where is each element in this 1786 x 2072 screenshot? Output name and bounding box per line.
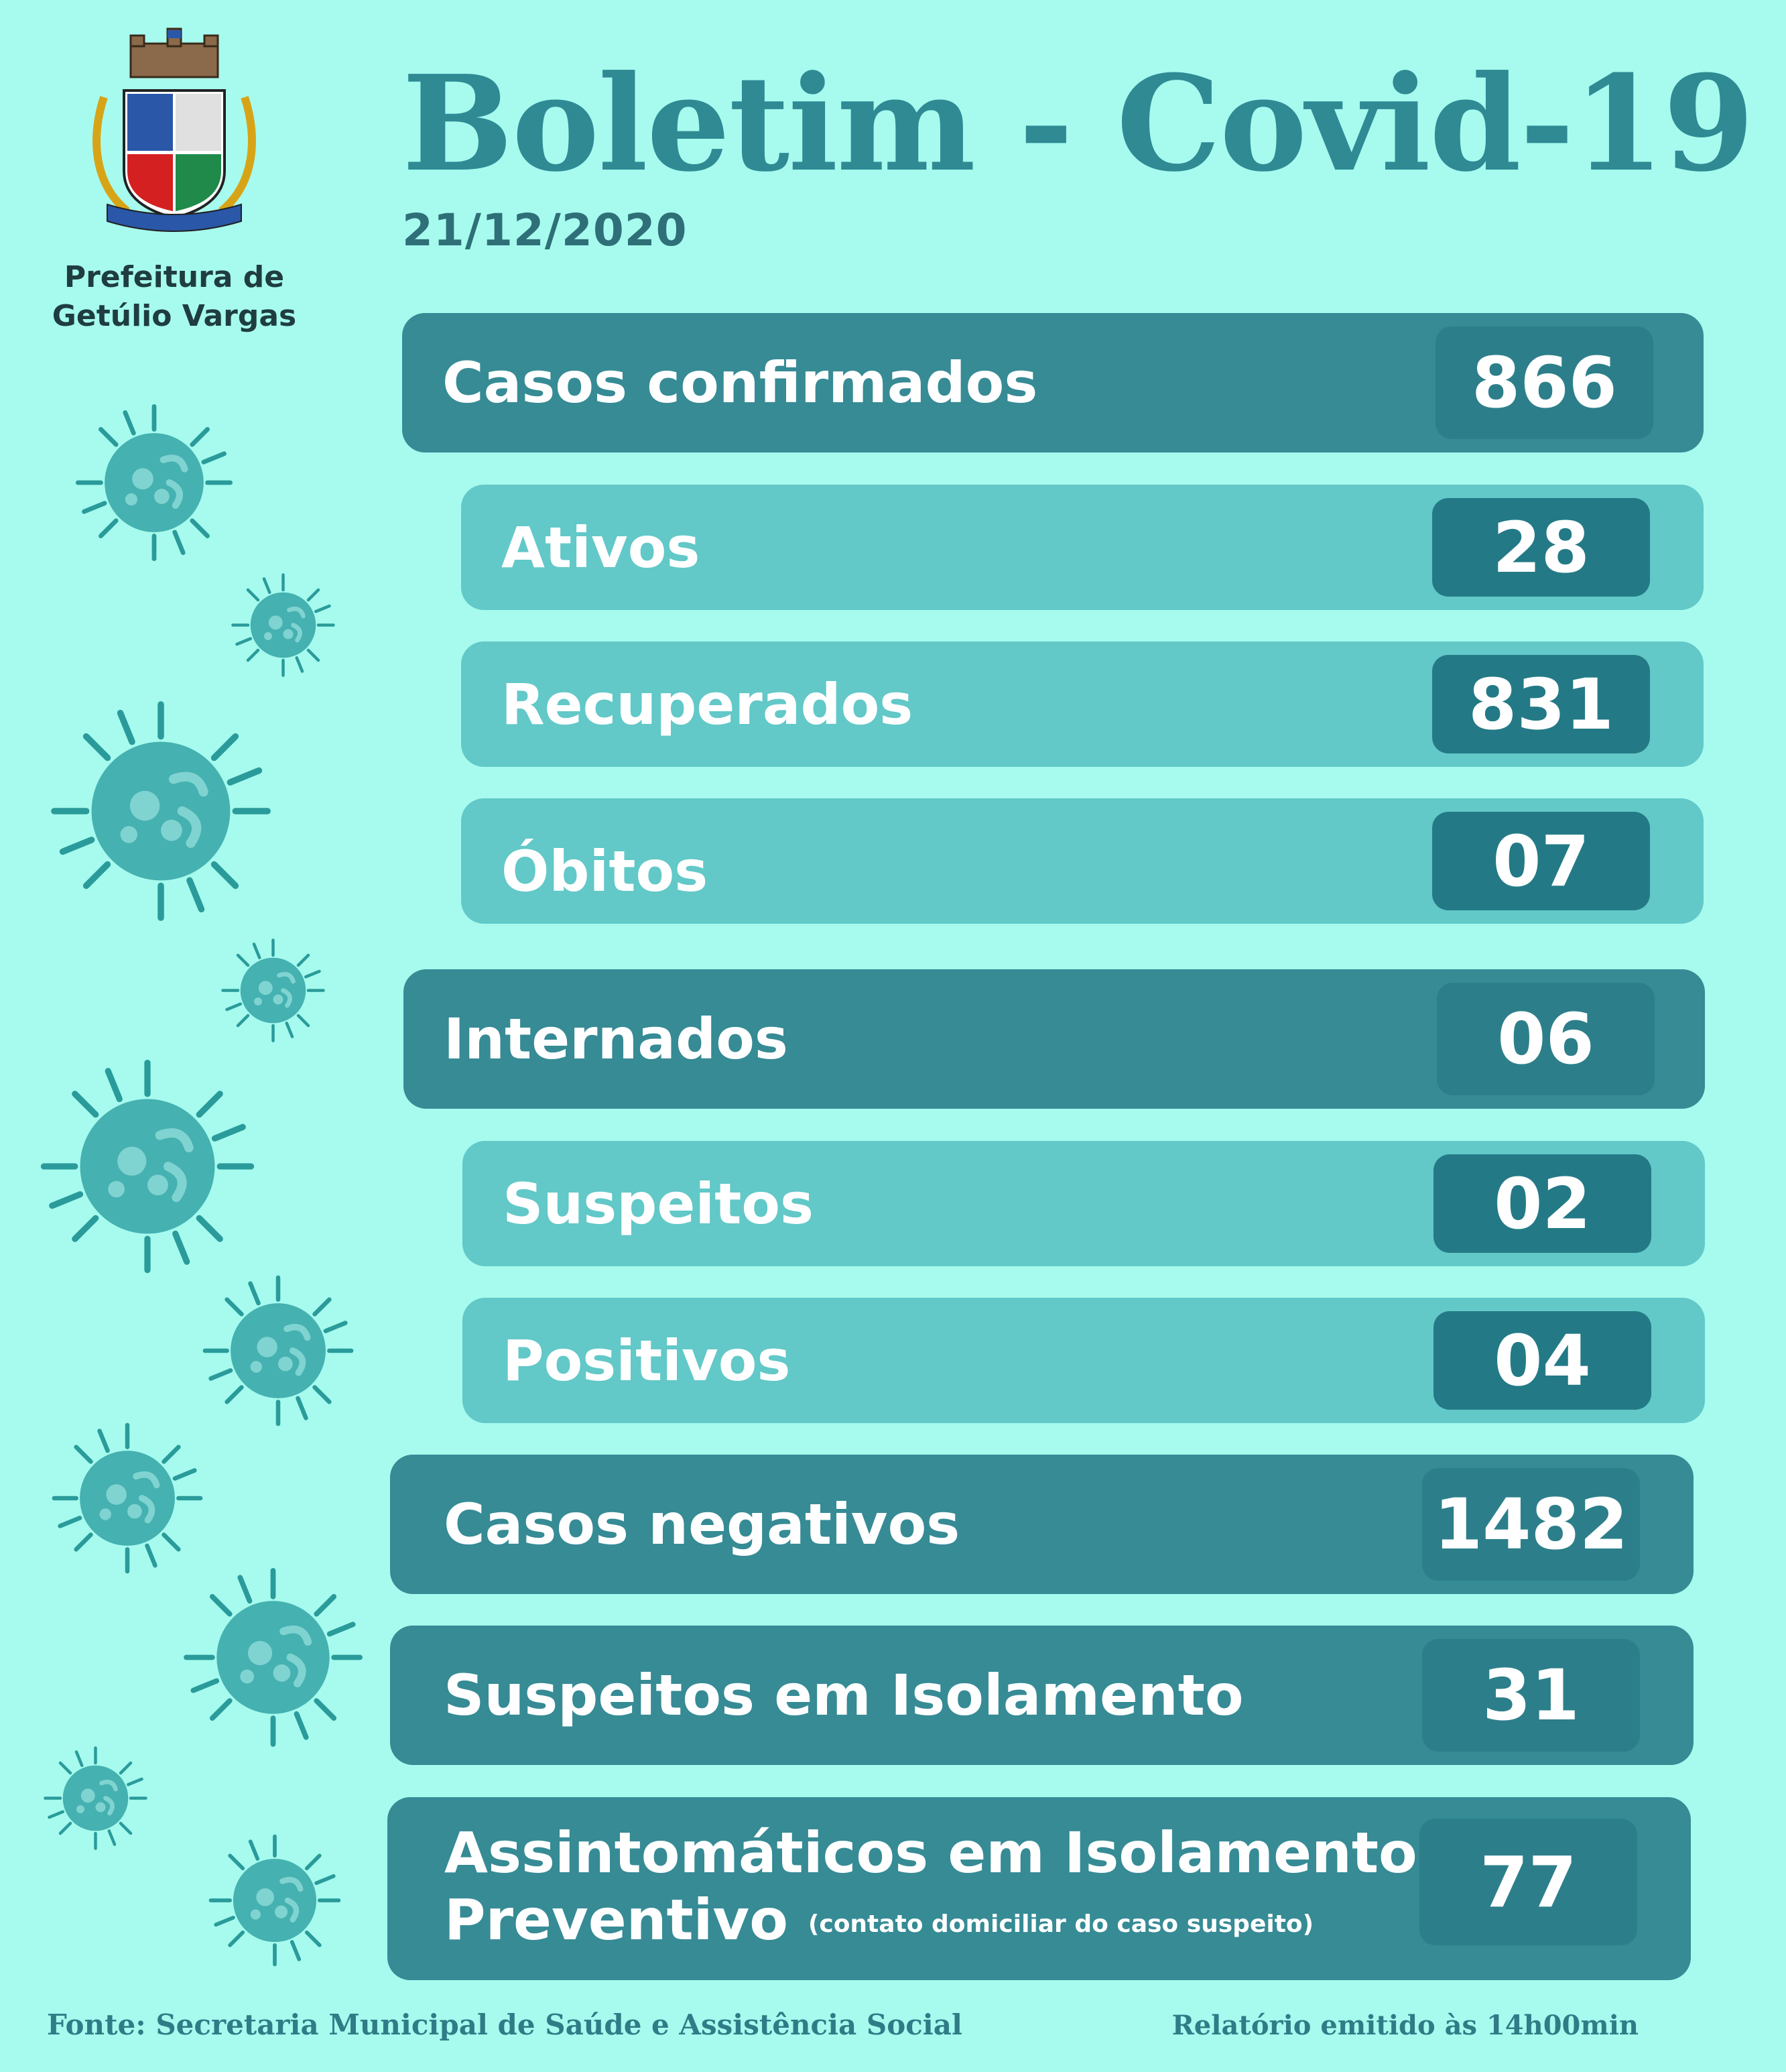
virus-icon bbox=[218, 935, 328, 1046]
value-casos-confirmados: 866 bbox=[1436, 326, 1653, 439]
row-positivos bbox=[462, 1298, 1705, 1423]
label-assintomaticos-line1: Assintomáticos em Isolamento bbox=[444, 1820, 1417, 1886]
org-name-line1: Prefeitura de bbox=[64, 260, 285, 294]
label-assintomaticos-line2 bbox=[444, 1886, 1314, 1957]
row-obitos bbox=[461, 798, 1704, 924]
label-assintomaticos bbox=[444, 1797, 1417, 1980]
page-title: Boletim - Covid-19 bbox=[402, 47, 1753, 201]
row-casos-negativos bbox=[390, 1455, 1694, 1594]
virus-icon bbox=[44, 694, 278, 928]
row-suspeitos bbox=[462, 1141, 1705, 1266]
row-casos-confirmados bbox=[402, 313, 1704, 452]
virus-icon bbox=[40, 1743, 151, 1853]
organization-name bbox=[27, 258, 322, 336]
label-obitos: Óbitos bbox=[501, 838, 708, 904]
footer-issued: Relatório emitido às 14h00min bbox=[1171, 2010, 1639, 2041]
virus-icon bbox=[70, 399, 238, 566]
virus-icon bbox=[228, 570, 338, 680]
value-internados: 06 bbox=[1437, 983, 1655, 1095]
footer-source: Fonte: Secretaria Municipal de Saúde e Assistência Social bbox=[47, 2008, 962, 2041]
virus-icon bbox=[204, 1830, 345, 1971]
row-internados bbox=[403, 969, 1705, 1109]
row-suspeitos-isolamento bbox=[390, 1626, 1694, 1765]
row-ativos bbox=[461, 485, 1704, 610]
label-ativos: Ativos bbox=[501, 514, 700, 581]
label-internados: Internados bbox=[444, 1006, 788, 1072]
row-assintomaticos bbox=[387, 1797, 1691, 1980]
value-suspeitos: 02 bbox=[1433, 1154, 1651, 1253]
label-suspeitos: Suspeitos bbox=[503, 1170, 814, 1237]
virus-icon bbox=[198, 1270, 359, 1431]
virus-icon bbox=[178, 1562, 369, 1753]
label-assintomaticos-note: (contato domiciliar do caso suspeito) bbox=[808, 1910, 1314, 1938]
value-recuperados: 831 bbox=[1432, 655, 1650, 753]
label-suspeitos-isolamento: Suspeitos em Isolamento bbox=[444, 1662, 1244, 1728]
virus-icon bbox=[34, 1052, 261, 1280]
value-suspeitos-isolamento: 31 bbox=[1422, 1639, 1640, 1752]
label-assintomaticos-preventivo: Preventivo bbox=[444, 1887, 788, 1953]
value-assintomaticos: 77 bbox=[1419, 1819, 1637, 1945]
label-casos-confirmados: Casos confirmados bbox=[442, 350, 1038, 416]
value-casos-negativos: 1482 bbox=[1422, 1468, 1640, 1581]
value-obitos: 07 bbox=[1432, 812, 1650, 910]
coat-of-arms-logo bbox=[67, 23, 281, 245]
report-date: 21/12/2020 bbox=[402, 204, 688, 256]
value-positivos: 04 bbox=[1433, 1311, 1651, 1410]
label-recuperados: Recuperados bbox=[501, 671, 913, 737]
row-recuperados bbox=[461, 642, 1704, 767]
label-positivos: Positivos bbox=[503, 1327, 791, 1394]
label-casos-negativos: Casos negativos bbox=[444, 1491, 960, 1557]
value-ativos: 28 bbox=[1432, 498, 1650, 597]
virus-icon bbox=[47, 1418, 208, 1579]
org-name-line2: Getúlio Vargas bbox=[52, 299, 297, 333]
